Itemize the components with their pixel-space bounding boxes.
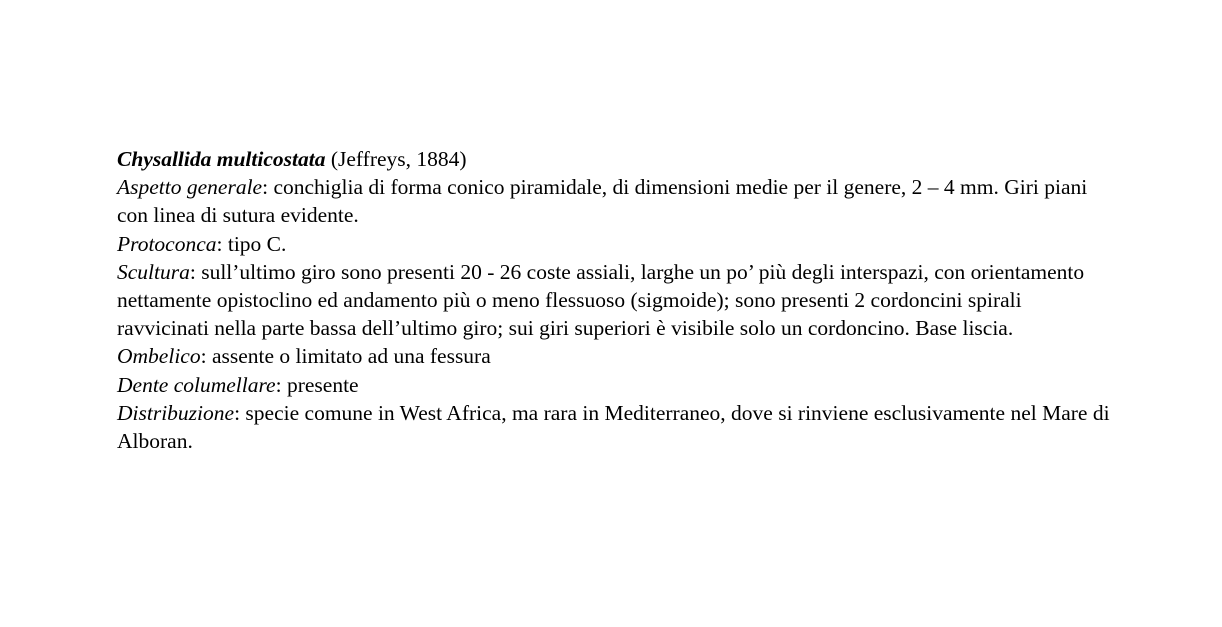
field-text: : assente o limitato ad una fessura: [200, 344, 491, 369]
field-label: Ombelico: [117, 344, 201, 369]
field-distribuzione: [117, 399, 1117, 455]
field-text: : sull’ultimo giro sono presenti 20 - 26 coste assiali, larghe un po’ più degli interspazi, con orientamento nettamente opistoclino ed andamento più o meno flessuoso (sigmoide); sono presenti 2 cordoncini spirali ravvicinati nella parte bassa dell’ultimo giro; sui giri superiori è visibile solo un cordoncino. Base liscia.: [117, 259, 1085, 341]
field-text: : presente: [275, 372, 359, 397]
field-label: Distribuzione: [117, 400, 235, 425]
field-text: : conchiglia di forma conico piramidale, di dimensioni medie per il genere, 2 – 4 mm. Giri piani con linea di sutura evidente.: [117, 175, 1088, 228]
field-ombelico: [117, 342, 1117, 370]
field-label: Protoconca: [117, 231, 217, 256]
field-label: Scultura: [117, 259, 190, 284]
field-label: Dente columellare: [117, 372, 276, 397]
species-heading: [117, 145, 1117, 173]
field-label: Aspetto generale: [117, 175, 263, 200]
field-protoconca: [117, 230, 1117, 258]
field-aspetto-generale: [117, 173, 1117, 229]
field-text: : specie comune in West Africa, ma rara in Mediterraneo, dove si rinviene esclusivamente nel Mare di Alboran.: [117, 400, 1110, 454]
field-dente-columellare: [117, 371, 1117, 399]
field-text: : tipo C.: [216, 231, 287, 256]
species-name: Chysallida multicostata: [117, 147, 326, 171]
field-scultura: [117, 258, 1117, 343]
species-description: [117, 145, 1117, 455]
species-authority: (Jeffreys, 1884): [325, 147, 467, 171]
